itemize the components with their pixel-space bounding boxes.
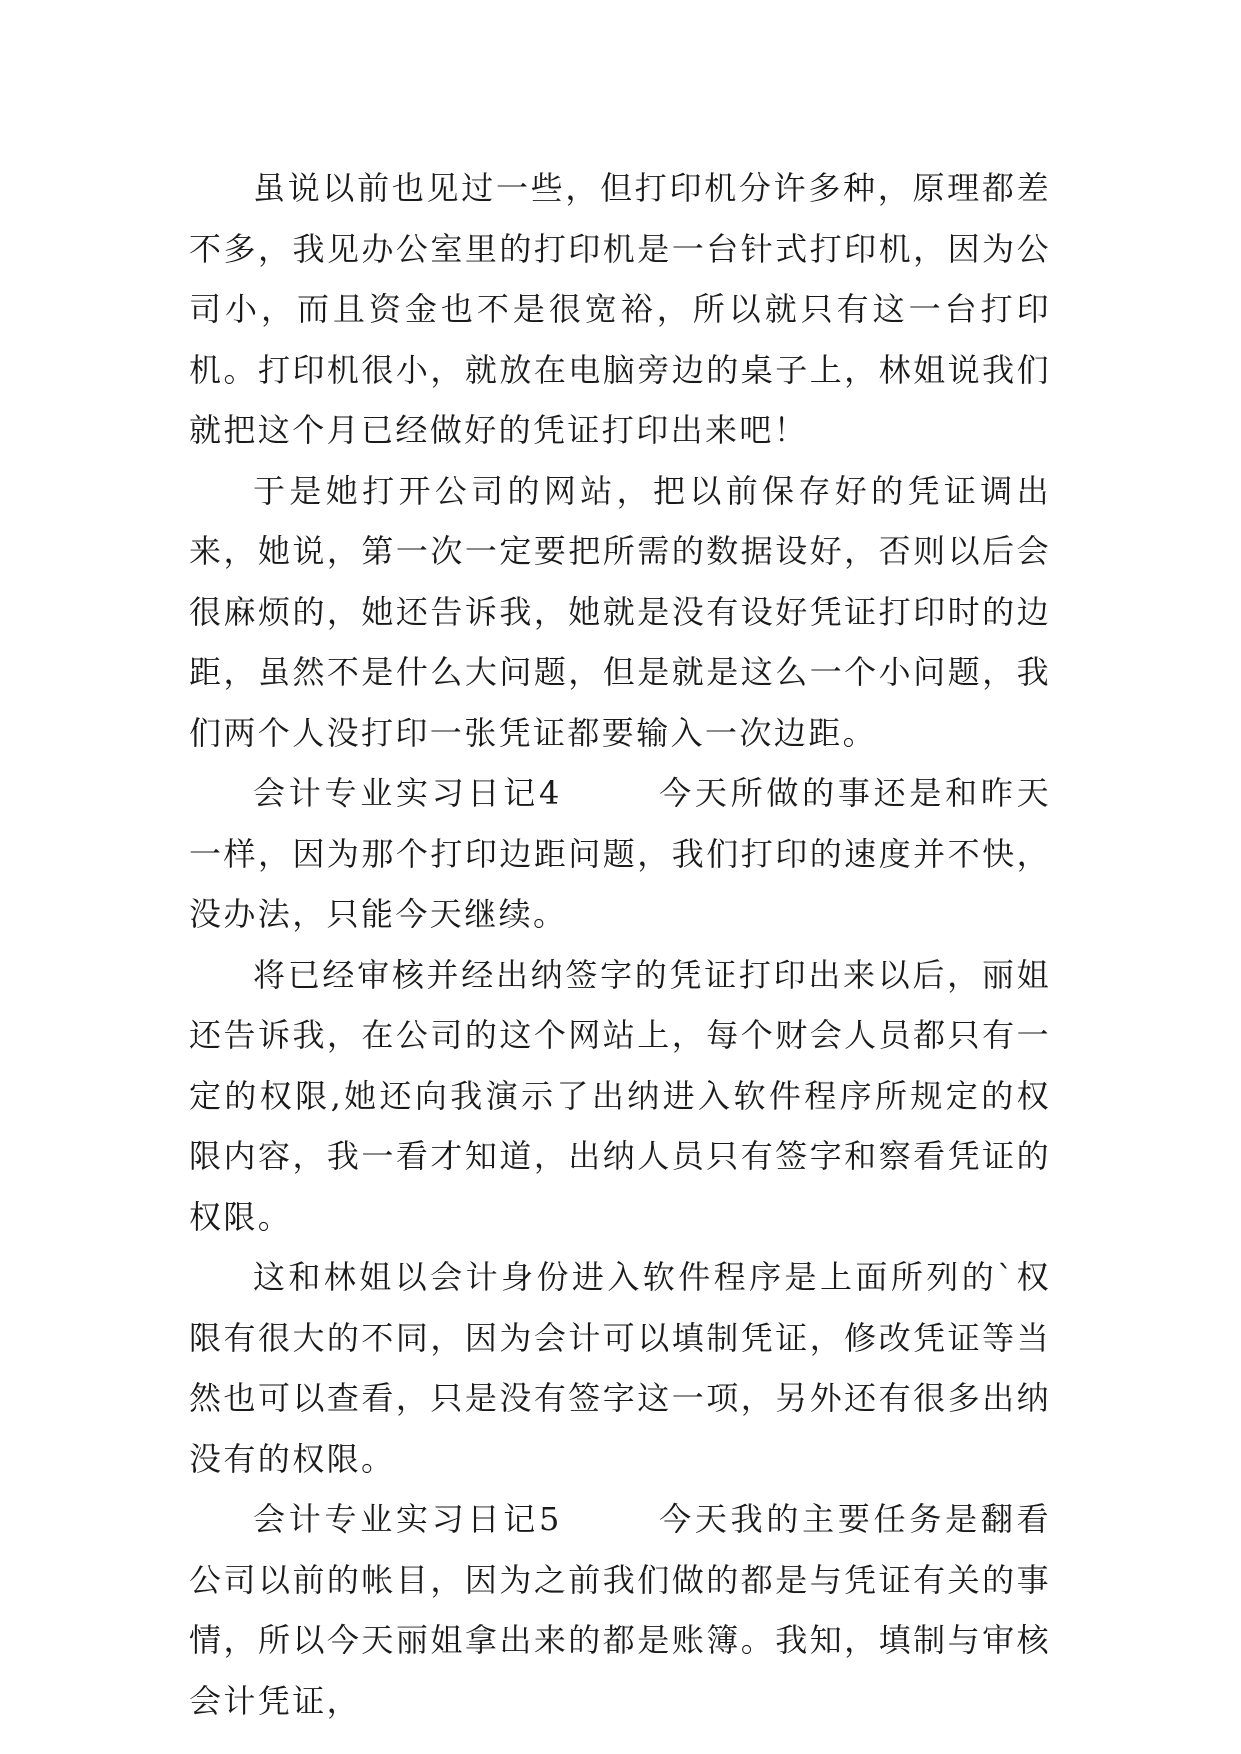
diary-4-body: 今天所做的事还是和昨天一样，因为那个打印边距问题，我们打印的速度并不快，没办法，只能今天继续。	[189, 774, 1051, 933]
paragraph-website-margins: 于是她打开公司的网站，把以前保存好的凭证调出来，她说，第一次一定要把所需的数据设好，否则以后会很麻烦的，她还告诉我，她就是没有设好凭证打印时的边距，虽然不是什么大问题，但是就是这么一个小问题，我们两个人没打印一张凭证都要输入一次边距。	[189, 471, 1051, 752]
paragraph-printer-intro: 虽说以前也见过一些，但打印机分许多种，原理都差不多，我见办公室里的打印机是一台针式打印机，因为公司小，而且资金也不是很宽裕，所以就只有这一台打印机。打印机很小，就放在电脑旁边的桌子上，林姐说我们就把这个月已经做好的凭证打印出来吧！	[189, 169, 1051, 449]
paragraph-diary-4	[189, 763, 1051, 945]
diary-5-body: 今天我的主要任务是翻看公司以前的帐目，因为之前我们做的都是与凭证有关的事情，所以今天丽姐拿出来的都是账簿。我知，填制与审核会计凭证，	[189, 1500, 1051, 1720]
diary-5-heading: 会计专业实习日记5	[253, 1500, 562, 1538]
heading-gap	[562, 774, 659, 812]
paragraph-permissions: 将已经审核并经出纳签字的凭证打印出来以后，丽姐还告诉我，在公司的这个网站上，每个财会人员都只有一定的权限,她还向我演示了出纳进入软件程序所规定的权限内容，我一看才知道，出纳人员只有签字和察看凭证的权限。	[189, 955, 1051, 1236]
heading-gap	[562, 1500, 659, 1538]
paragraph-accountant-rights: 这和林姐以会计身份进入软件程序是上面所列的`权限有很大的不同，因为会计可以填制凭证，修改凭证等当然也可以查看，只是没有签字这一项，另外还有很多出纳没有的权限。	[189, 1258, 1051, 1478]
diary-4-heading: 会计专业实习日记4	[253, 774, 562, 812]
document-body	[189, 158, 1051, 1731]
paragraph-diary-5	[189, 1489, 1051, 1731]
